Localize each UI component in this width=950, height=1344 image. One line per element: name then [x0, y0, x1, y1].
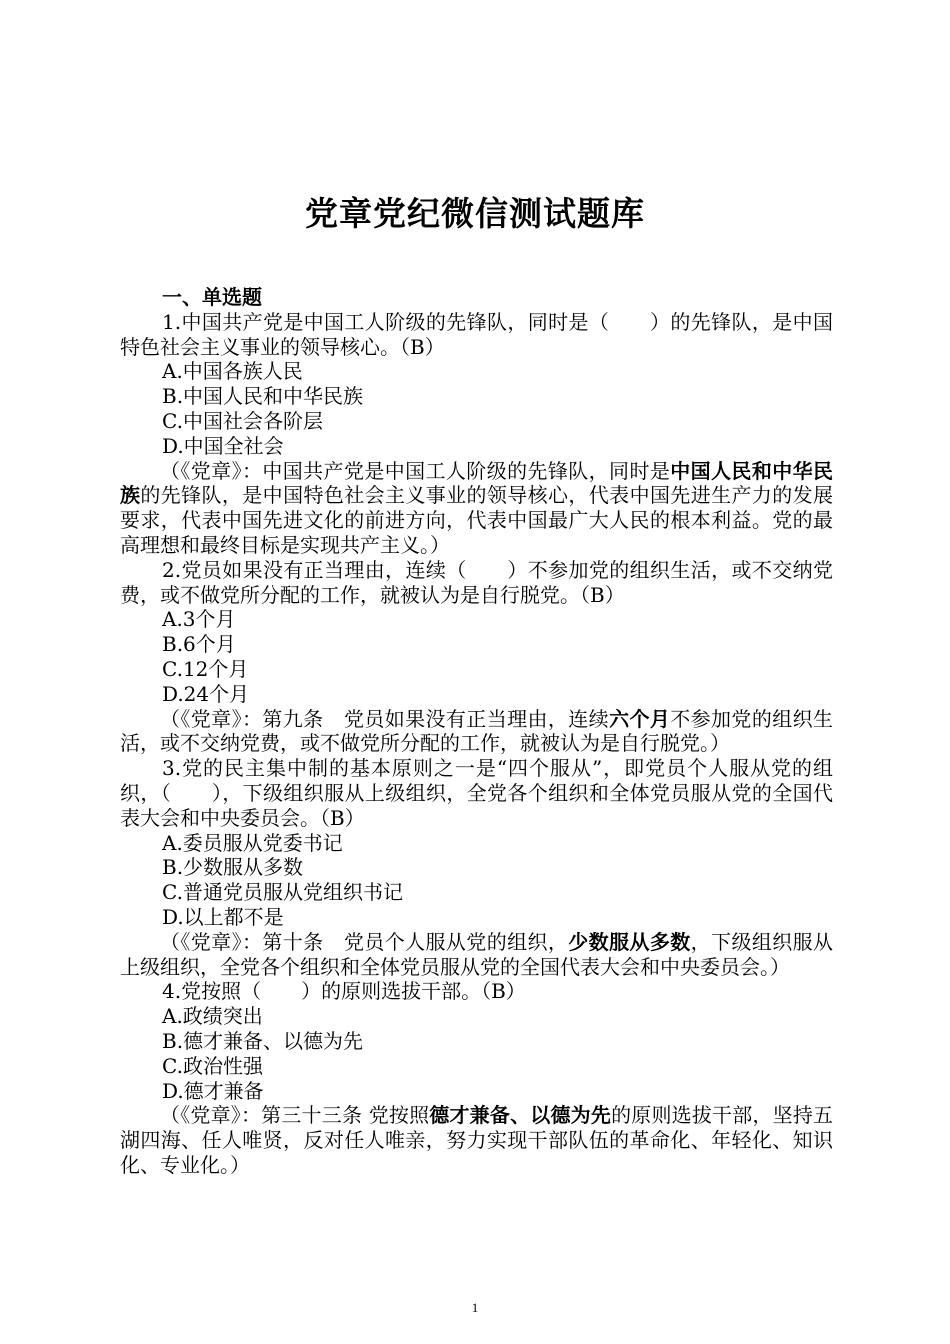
option-a: A.政绩突出 — [162, 1004, 263, 1029]
option-c: C.政治性强 — [162, 1053, 263, 1078]
option-b: B.德才兼备、以德为先 — [162, 1028, 364, 1053]
option-d: D.德才兼备 — [162, 1078, 264, 1103]
explanation-text: 的先锋队，是中国特色社会主义事业的领导核心，代表中国先进生产力的发展要求，代表中国先进文化的前进方向，代表中国最广大人民的根本利益。党的最高理想和最终目标是实现共产主义。） — [120, 483, 834, 557]
option-c: C.12个月 — [162, 656, 249, 681]
option-b: B.6个月 — [162, 632, 236, 657]
explanation-text: （《党章》：第九条 党员如果没有正当理由，连续 — [160, 706, 610, 731]
question-text: 3.党的民主集中制的基本原则之一是“四个服从”，即党员个人服从党的组织，（ ），下级组织服从上级组织，全党各个组织和全体党员服从党的全国代表大会和中央委员会。（B） — [120, 756, 833, 830]
explanation-text: （《党章》：第三十三条 党按照 — [160, 1103, 430, 1128]
option-d: D.以上都不是 — [162, 904, 284, 929]
explanation-highlight: 德才兼备、以德为先 — [429, 1103, 612, 1128]
explanation-highlight: 少数服从多数 — [568, 929, 691, 954]
explanation — [120, 459, 833, 558]
explanation-text: （《党章》：中国共产党是中国工人阶级的先锋队，同时是 — [160, 458, 671, 483]
explanation-text: （《党章》：第十条 党员个人服从党的组织， — [160, 929, 569, 954]
explanation-highlight: 六个月 — [609, 706, 671, 731]
explanation — [120, 1103, 833, 1177]
question-bank-content — [120, 285, 833, 1178]
explanation-highlight: 中国人民和中华民族 — [120, 458, 834, 508]
explanation-text: 的原则选拔干部，坚持五湖四海、任人唯贤，反对任人唯亲，努力实现干部队伍的革命化、年轻化、知识化、专业化。） — [120, 1103, 834, 1177]
option-d: D.中国全社会 — [162, 433, 284, 458]
option-a: A.中国各族人民 — [162, 359, 303, 384]
question-text: 4.党按照（ ）的原则选拔干部。（B） — [162, 979, 526, 1004]
question-text: 2.党员如果没有正当理由，连续（ ）不参加党的组织生活，或不交纳党费，或不做党所分配的工作，就被认为是自行脱党。（B） — [120, 557, 833, 607]
option-b: B.中国人民和中华民族 — [162, 384, 364, 409]
section-heading: 一、单选题 — [162, 285, 262, 309]
question-text: 1.中国共产党是中国工人阶级的先锋队，同时是（ ）的先锋队，是中国特色社会主义事业的领导核心。（B） — [120, 309, 833, 359]
explanation-text: 不参加党的组织生活，或不交纳党费，或不做党所分配的工作，就被认为是自行脱党。） — [120, 706, 834, 756]
explanation — [120, 930, 833, 980]
option-d: D.24个月 — [162, 681, 250, 706]
option-b: B.少数服从多数 — [162, 855, 304, 880]
option-a: A.3个月 — [162, 607, 236, 632]
option-a: A.委员服从党委书记 — [162, 830, 343, 855]
explanation-text: ，下级组织服从上级组织，全党各个组织和全体党员服从党的全国代表大会和中央委员会。） — [120, 929, 834, 979]
page-number: 1 — [471, 1300, 479, 1315]
option-c: C.普通党员服从党组织书记 — [162, 880, 403, 905]
explanation — [120, 707, 833, 757]
document-title: 党章党纪微信测试题库 — [305, 194, 645, 233]
option-c: C.中国社会各阶层 — [162, 408, 323, 433]
